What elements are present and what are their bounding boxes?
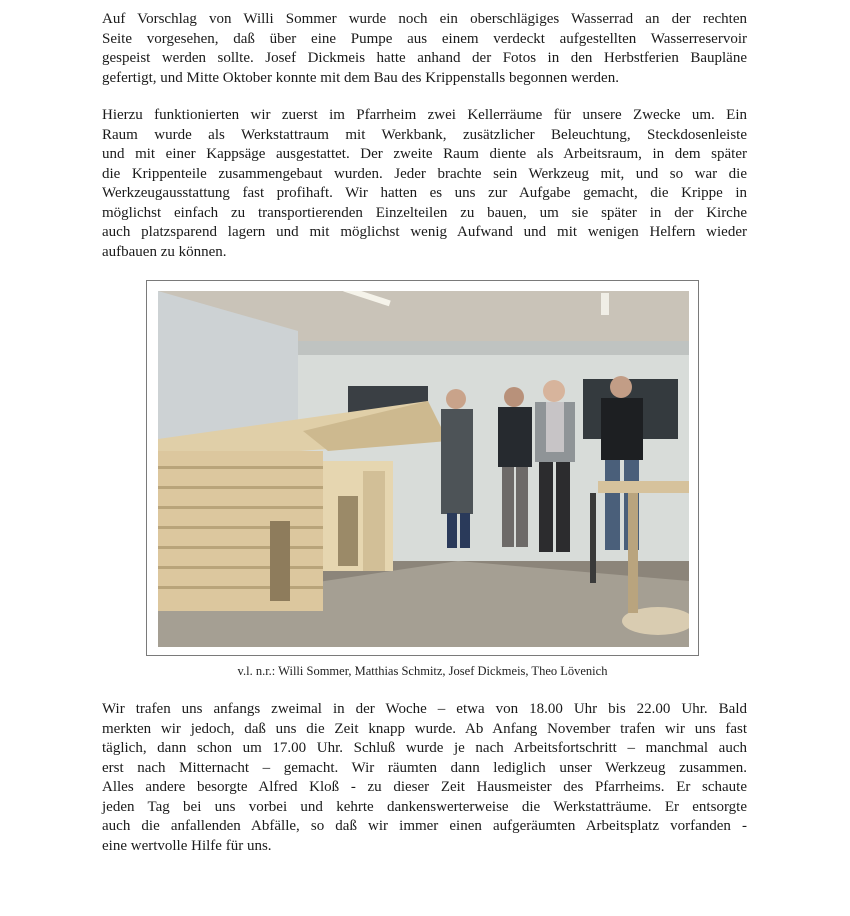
text-line: die Krippenteile zusammengebaut wurden. Jeder brachte sein Werkzeug mit, und so war die [102,165,747,182]
text-line: und mit einer Kappsäge ausgestattet. Der zweite Raum diente als Arbeitsraum, in dem später [102,146,747,162]
text-line: Seite vorgesehen, daß über eine Pumpe aus einem verdeckt aufgestellten Wasserreservoir [102,30,747,47]
text-line: Alles andere besorgte Alfred Kloß - zu dieser Zeit Hausmeister des Pfarrheims. Er schaute [102,779,747,795]
photo-frame [146,280,699,656]
text-line: Wir trafen uns anfangs zweimal in der Woche – etwa von 18.00 Uhr bis 22.00 Uhr. Bald [102,701,747,717]
workshop-photo [158,291,689,647]
text-line: Hierzu funktionierten wir zuerst im Pfarrheim zwei Kellerräume für unsere Zwecke um. Ein [102,107,747,123]
text-line: Werkzeugausstattung fast profihaft. Wir hatten es uns zur Aufgabe gemacht, die Krippe in [102,185,747,201]
text-line: erst nach Mitternacht – gemacht. Wir räumten dann lediglich unser Werkzeug zusammen. [102,759,747,776]
paragraph-3 [102,700,747,856]
text-line: aufbauen zu können. [102,243,227,260]
text-line: gefertigt, und Mitte Oktober konnte mit dem Bau des Krippenstalls begonnen werden. [102,69,619,86]
text-line: eine wertvolle Hilfe für uns. [102,837,272,854]
text-line: möglichst einfach zu transportierenden Einzelteilen zu bauen, um sie später in der Kirche [102,204,747,221]
text-line: auch platzsparend lagern und mit möglichst wenig Aufwand und mit wenigen Helfern wieder [102,224,747,240]
figure-caption: v.l. n.r.: Willi Sommer, Matthias Schmitz, Josef Dickmeis, Theo Lövenich [237,664,608,678]
paragraph-1 [102,10,747,88]
text-line: merkten wir jedoch, daß uns die Zeit knapp wurde. Ab Anfang November trafen wir uns fast [102,720,747,737]
text-line: täglich, dann schon um 17.00 Uhr. Schluß wurde je nach Arbeitsfortschritt – manchmal auch [102,740,747,756]
text-line: auch die anfallenden Abfälle, so daß wir immer einen aufgeräumten Arbeitsplatz vorfanden - [102,818,747,834]
text-line: gespeist werden sollte. Josef Dickmeis hatte anhand der Fotos in den Herbstferien Baupläne [102,50,747,66]
paragraph-2 [102,106,747,262]
text-line: Raum wurde als Werkstattraum mit Werkbank, zusätzlicher Beleuchtung, Steckdosenleiste [102,126,747,143]
text-line: jeden Tag bei uns vorbei und kehrte dankenswerterweise die Werkstatträume. Er entsorgte [102,798,747,815]
text-line: Auf Vorschlag von Willi Sommer wurde noch ein oberschlägiges Wasserrad an der rechten [102,11,747,27]
